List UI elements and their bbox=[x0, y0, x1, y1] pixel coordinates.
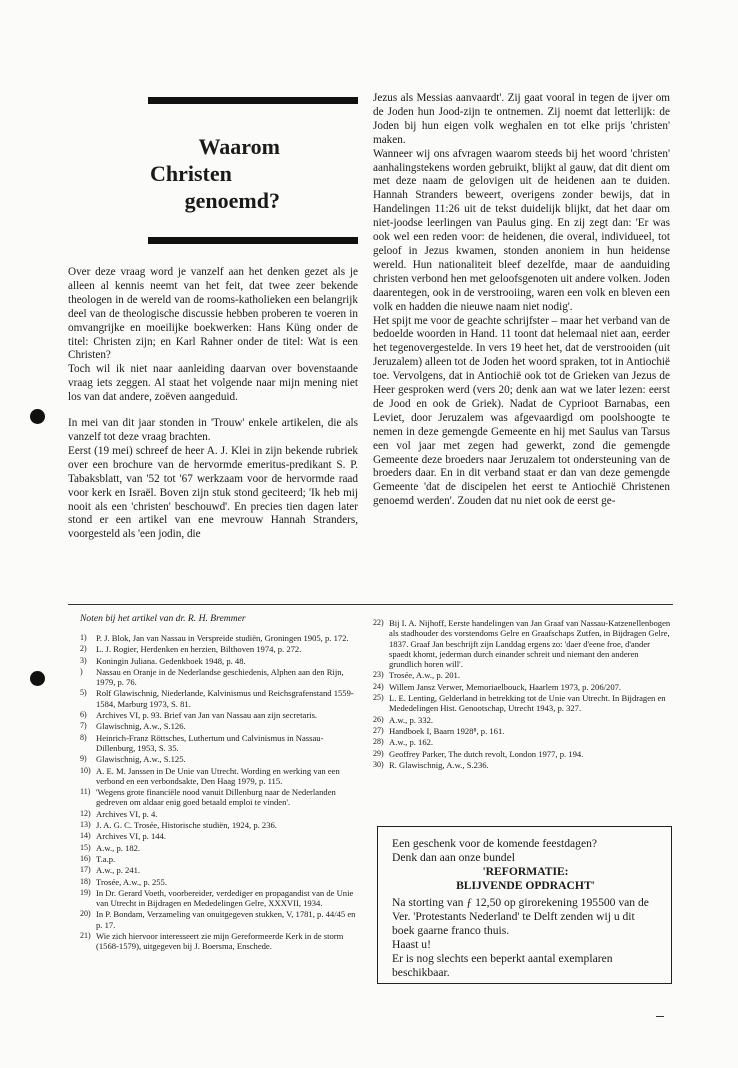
footnote bbox=[80, 766, 360, 787]
book-advertisement bbox=[377, 826, 672, 984]
footnote bbox=[373, 682, 671, 692]
footnote bbox=[80, 854, 360, 864]
article-left-column bbox=[68, 266, 358, 542]
footnote-text: 'Wegens grote financiële nood vanuit Dillenburg naar de Nederlanden gedreven om aldaar enig goed betaald emploi te vinden'. bbox=[96, 787, 336, 808]
footnote bbox=[80, 909, 360, 930]
footnote bbox=[80, 787, 360, 808]
footnote-text: A. E. M. Janssen in De Unie van Utrecht. Wording en werking van een verbond en een verbondsakte, Den Haag 1979, p. 115. bbox=[96, 765, 340, 786]
ad-body-3: Er is nog slechts een beperkt aantal exemplaren beschikbaar. bbox=[392, 952, 613, 979]
footnote-number: 26) bbox=[373, 714, 384, 724]
ad-line-2: Denk dan aan onze bundel bbox=[392, 851, 515, 864]
punch-hole-bottom bbox=[30, 671, 45, 686]
footnote-number: 9) bbox=[80, 754, 87, 764]
footnote-text: A.w., p. 241. bbox=[96, 865, 141, 876]
footnote bbox=[80, 733, 360, 754]
article-paragraph: Toch wil ik niet naar aanleiding daarvan over bovenstaande vraag iets zeggen. Al staat het volgende naar mijn mening niet los van dat andere, zoëven aangeduid. bbox=[68, 363, 358, 404]
footnote-number: 13) bbox=[80, 820, 91, 830]
footnote bbox=[80, 865, 360, 875]
notes-separator bbox=[68, 604, 673, 605]
footnote-number: 20) bbox=[80, 909, 91, 919]
footnote-text: A.w., p. 182. bbox=[96, 842, 141, 853]
footnote-number: 1) bbox=[80, 633, 87, 642]
footnote-number: 30) bbox=[373, 759, 384, 769]
footnote bbox=[373, 737, 671, 747]
footnote-number: 27) bbox=[373, 725, 384, 735]
notes-heading: Noten bij het artikel van dr. R. H. Bremmer bbox=[80, 613, 246, 624]
footnote-number: 21) bbox=[80, 931, 91, 941]
footnote bbox=[80, 820, 360, 830]
title-line-1: Waarom bbox=[198, 134, 280, 159]
footnote-number: 14) bbox=[80, 831, 91, 841]
ad-body-1: Na storting van ƒ 12,50 op girorekening 195500 van de Ver. 'Protestants Nederland' te Delft zenden wij u dit boek gaarne franco thuis. bbox=[392, 896, 649, 937]
footnote-text: Handboek I, Baarn 1928⁸, p. 161. bbox=[389, 725, 505, 736]
title-line-2: Christen bbox=[150, 161, 232, 186]
footnote-text: Glawischnig, A.w., S.125. bbox=[96, 754, 186, 765]
footnote-number: 16) bbox=[80, 853, 91, 863]
footnote-number: 29) bbox=[373, 748, 384, 758]
article-paragraph: In mei van dit jaar stonden in 'Trouw' enkele artikelen, die als vanzelf tot deze vraag brachten. bbox=[68, 417, 358, 443]
footnote bbox=[373, 749, 671, 759]
ad-title-1: 'REFORMATIE: bbox=[482, 865, 569, 878]
footnote-text: P. J. Blok, Jan van Nassau in Verspreide studiën, Groningen 1905, p. 172. bbox=[96, 633, 349, 643]
footnote-text: Archives VI, p. 4. bbox=[96, 808, 158, 819]
footnote-number: 2) bbox=[80, 644, 87, 654]
footnote bbox=[80, 644, 360, 654]
notes-right-column bbox=[373, 618, 671, 771]
footnote-number: 23) bbox=[373, 670, 384, 680]
punch-hole-top bbox=[30, 409, 45, 424]
footnote bbox=[80, 877, 360, 887]
footnote-text: Heinrich-Franz Röttsches, Luthertum und Calvinismus in Nassau-Dillenburg, 1953, S. 35. bbox=[96, 732, 324, 753]
footnote bbox=[373, 726, 671, 736]
title-bottom-bar bbox=[148, 237, 358, 244]
footnote-text: L. E. Lenting, Gelderland in betrekking tot de Unie van Utrecht. In Bijdragen en Mededelingen Hist. Genootschap, Utrecht 1943, p. 327. bbox=[389, 693, 666, 714]
footnote bbox=[80, 843, 360, 853]
footnote-number: 28) bbox=[373, 737, 384, 747]
footnote-text: Willem Jansz Verwer, Memoriaelbouck, Haarlem 1973, p. 206/207. bbox=[389, 681, 622, 692]
notes-left-column bbox=[80, 633, 360, 953]
footnote-text: A.w., p. 162. bbox=[389, 737, 434, 748]
footnote bbox=[373, 670, 671, 680]
article-paragraph: Het spijt me voor de geachte schrijfster – maar het verband van de bedoelde woorden in Hand. 11 toont dat helemaal niet aan, eerder het tegenovergestelde. In vers 19 heet het, dat de verstrooiden (uit Jeruzalem) alleen tot de Joden het woord spraken, tot in Antiochië toe. Vervolgens, dat in Antiochië ook tot de Grieken van Jezus de Heer gesproken werd (vers 20; denk aan wat we later lezen: eerst de Jood en ook de Griek). Nadat de Cyprioot Barnabas, een Leviet, door Jeruzalem was afgevaardigd om poolshoogte te nemen in deze gemengde Gemeente en hij met Saulus van Tarsus een vol jaar met zegen had gewerkt, zond die gemengde Gemeente deze broeders naar Jeruzalem tot ondersteuning van de broeders daar. En in dit verband staat er dan van deze gemengde Gemeente 'dat de discipelen het eerst te Antiochië Christenen genoemd werden'. Zouden dat nu niet ook de eerst ge- bbox=[373, 314, 670, 508]
footnote-text: Trosée, A.w., p. 201. bbox=[389, 670, 460, 681]
footnote bbox=[80, 688, 360, 709]
footnote bbox=[80, 656, 360, 666]
article-title bbox=[150, 133, 360, 214]
footnote-number: 24) bbox=[373, 681, 384, 691]
footnote bbox=[80, 721, 360, 731]
footnote-text: Glawischnig, A.w., S.126. bbox=[96, 721, 186, 732]
footnote-number: 19) bbox=[80, 887, 91, 897]
footnote-text: Bij I. A. Nijhoff, Eerste handelingen van Jan Graaf van Nassau-Katzenellenbogen als stadhouder des vorstendoms Gelre en Graafschaps Zutfen, in Bijdragen Gelre, 1837. Graaf Jan beschrijft zijn Landdag ergens zo: 'daer d'eene froe, d'ander spaedt khomt, jederman durch einander schreit und niemant den anderen grundlich horen will'. bbox=[389, 618, 671, 670]
footnote-text: In Dr. Gerard Voeth, voorbereider, verdediger en propagandist van de Unie van Utrecht in Bijdragen en Mededelingen Gelre, XXXVII, 1934. bbox=[96, 887, 354, 909]
footnote-number: 3) bbox=[80, 655, 87, 665]
footnote-text: Nassau en Oranje in de Nederlandse geschiedenis, Alphen aan den Rijn, 1979, p. 76. bbox=[96, 666, 344, 688]
footnote bbox=[80, 809, 360, 819]
footnote-text: J. A. G. C. Trosée, Historische studiën, 1924, p. 236. bbox=[96, 820, 277, 831]
footnote-number: 7) bbox=[80, 721, 87, 731]
page-mark bbox=[656, 1016, 664, 1017]
ad-body-2: Haast u! bbox=[392, 938, 431, 951]
footnote-number: 25) bbox=[373, 693, 384, 703]
footnote bbox=[80, 754, 360, 764]
footnote bbox=[373, 693, 671, 714]
footnote bbox=[80, 931, 360, 952]
footnote-number: 18) bbox=[80, 876, 91, 886]
footnote-number: 5) bbox=[80, 688, 87, 698]
footnote-text: A.w., p. 332. bbox=[389, 714, 434, 725]
ad-line-1: Een geschenk voor de komende feestdagen? bbox=[392, 837, 598, 850]
footnote-number: 15) bbox=[80, 842, 91, 852]
footnote-text: Wie zich hiervoor interesseert zie mijn Gereformeerde Kerk in de storm (1568-1579), uitgegeven bij J. Boersma, Enschede. bbox=[96, 931, 344, 952]
footnote-text: T.a.p. bbox=[96, 853, 116, 864]
footnote-number: ) bbox=[80, 666, 83, 676]
footnote-number: 12) bbox=[80, 808, 91, 818]
article-right-column bbox=[373, 92, 670, 509]
footnote-number: 10) bbox=[80, 765, 91, 775]
footnote bbox=[80, 888, 360, 909]
footnote bbox=[80, 831, 360, 841]
footnote-text: R. Glawischnig, A.w., S.236. bbox=[389, 759, 489, 770]
footnote-number: 17) bbox=[80, 865, 91, 875]
title-line-3: genoemd? bbox=[184, 188, 280, 213]
article-paragraph: Eerst (19 mei) schreef de heer A. J. Klei in zijn bekende rubriek over een brochure van de hervormde emeritus-predikant S. P. Tabaksblatt, van '52 tot '67 werkzaam voor de hervormde raad voor kerk en Israël. Boven zijn stuk stond geciteerd; 'Ik heb mij nooit als een 'christen' beschouwd'. En precies tien dagen later stond er een artikel van ene mevrouw Hannah Stranders, voorgesteld als 'een jodin, die bbox=[68, 444, 358, 541]
footnote-text: Geoffrey Parker, The dutch revolt, London 1977, p. 194. bbox=[389, 748, 584, 759]
footnote bbox=[80, 633, 360, 643]
footnote-number: 6) bbox=[80, 710, 87, 720]
article-paragraph: Wanneer wij ons afvragen waarom steeds bij het woord 'christen' aanhalingstekens worden gebruikt, blijkt al gauw, dat dit dient om met deze naam de gelovigen uit de heidenen aan te duiden. Hannah Stranders beweert, overigens zonder bewijs, dat in Handelingen 11:26 uit de tekst duidelijk blijkt, dat het daar om niet-joodse leerlingen van Paulus ging. En zij zegt dan: 'Er was ook wel een reden voor: de heidenen, die overal, individueel, tot geloof in Jezus kwamen, stonden anoniem in hun heidense wereld. Hun nationaliteit bleef dezelfde, maar de aanduiding christen verbond hen met geloofsgenoten uit andere volken. Joden daarentegen, ook in de verstrooiing, waren een volk en bleven een volk en hadden die nieuwe naam niet nodig'. bbox=[373, 147, 670, 313]
footnote bbox=[373, 760, 671, 770]
footnote-text: Archives VI, p. 144. bbox=[96, 831, 167, 842]
footnote-number: 8) bbox=[80, 732, 87, 742]
footnote-text: Trosée, A.w., p. 255. bbox=[96, 876, 167, 887]
footnote bbox=[373, 715, 671, 725]
footnote-number: 22) bbox=[373, 618, 384, 627]
footnote-text: Koningin Juliana. Gedenkboek 1948, p. 48. bbox=[96, 655, 246, 666]
footnote-text: Archives VI, p. 93. Brief van Jan van Nassau aan zijn secretaris. bbox=[96, 710, 318, 721]
title-top-bar bbox=[148, 97, 358, 104]
footnote bbox=[373, 618, 671, 669]
footnote-text: Rolf Glawischnig, Niederlande, Kalvinismus und Reichsgrafenstand 1559-1584, Marburg 1973, S. 81. bbox=[96, 688, 354, 709]
ad-title-2: BLIJVENDE OPDRACHT' bbox=[456, 879, 595, 892]
article-paragraph: Over deze vraag word je vanzelf aan het denken gezet als je alleen al kennis neemt van het feit, dat twee zeer bekende theologen in de wereld van de rooms-katholieken een belangrijk deel van de theologische discussie hebben proberen te voeren in omvangrijke en moeilijke boekwerken: Hans Küng onder de titel: Christen zijn; en Karl Rahner onder de titel: Wat is een Christen? bbox=[68, 266, 358, 362]
footnote bbox=[80, 710, 360, 720]
footnote bbox=[80, 667, 360, 688]
footnote-text: L. J. Rogier, Herdenken en herzien, Bilthoven 1974, p. 272. bbox=[96, 644, 302, 655]
article-paragraph: Jezus als Messias aanvaardt'. Zij gaat vooral in tegen de ijver om de Joden hun Jood-zijn te ontnemen. Zij noemt dat letterlijk: de Joden bij hun eigen volk weghalen en tot elke prijs 'christen' maken. bbox=[373, 92, 670, 146]
footnote-text: In P. Bondam, Verzameling van onuitgegeven stukken, V, 1781, p. 44/45 en p. 17. bbox=[96, 909, 356, 930]
footnote-number: 11) bbox=[80, 787, 91, 797]
